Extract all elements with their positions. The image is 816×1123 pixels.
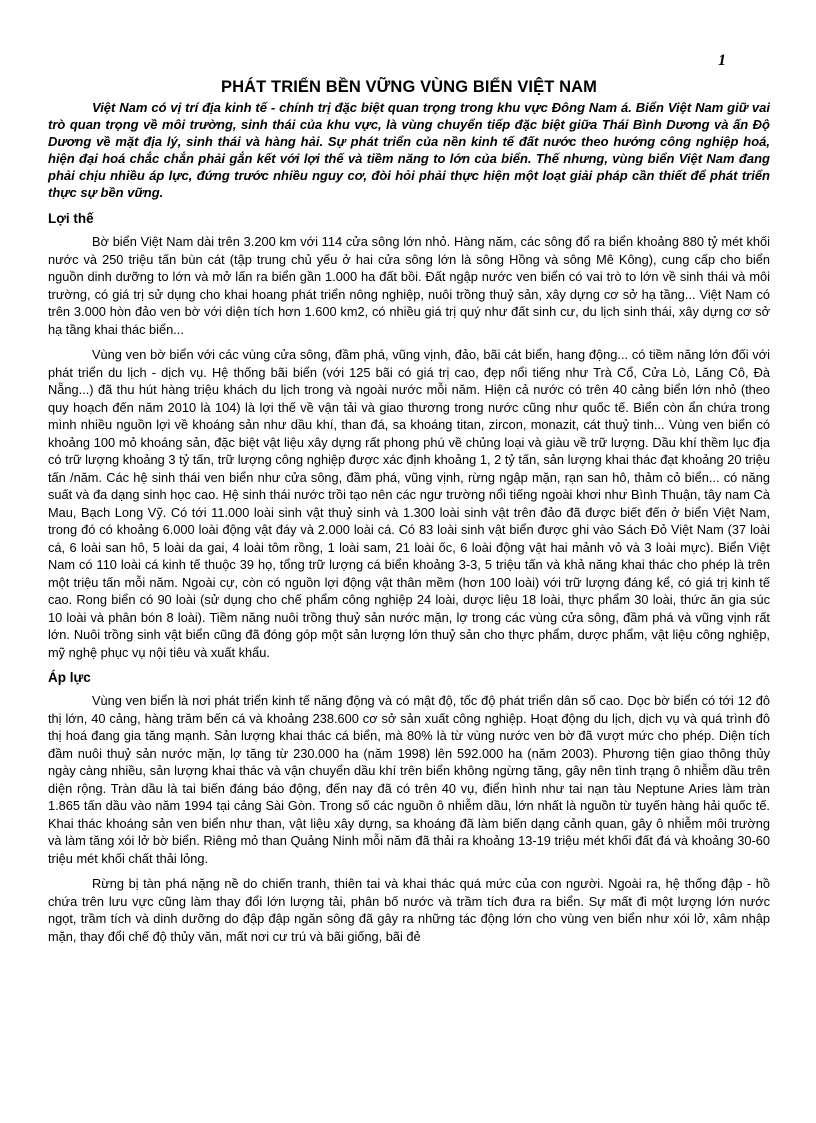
section-heading-advantages: Lợi thế [48, 211, 94, 226]
body-paragraph: Bờ biển Việt Nam dài trên 3.200 km với 114 cửa sông lớn nhỏ. Hàng năm, các sông đổ ra biển khoảng 880 tỷ mét khối nước và 250 triệu tấn bùn cát (tập trung chủ yếu ở hai cửa sông lớn là sông Hồng và sông Mê Kông), cung cấp cho biển nguồn dinh dưỡng to lớn và mở lấn ra biển gần 1.000 ha đất bồi. Đất ngập nước ven biển có vai trò to lớn về sinh thái và môi trường, có giá trị sử dụng cho khai hoang phát triển nông nghiệp, nuôi trồng thuỷ sản, xây dựng cơ sở hạ tầng... Việt Nam có trên 3.000 hòn đảo ven bờ với diện tích hơn 1.600 km2, có nhiều giá trị quý như đất sinh cư, du lịch sinh thái, xây dựng cơ sở hạ tầng khai thác biển... [48, 234, 770, 337]
section-heading-pressures: Áp lực [48, 670, 91, 685]
body-paragraph: Vùng ven biển là nơi phát triển kinh tế năng động và có mật độ, tốc độ phát triển dân số cao. Dọc bờ biển có tới 12 đô thị lớn, 40 cảng, hàng trăm bến cá và khoảng 238.600 cơ sở sản xuất công nghiệp. Hoạt động du lịch, dịch vụ và quá trình đô thị hoá đang gia tăng mạnh. Sản lượng khai thác cá biển, mà 80% là từ vùng nước ven bờ đã vượt mức cho phép. Diện tích đầm nuôi thuỷ sản nước mặn, lợ tăng từ 230.000 ha (năm 1998) lên 592.000 ha (năm 2003). Phương tiện giao thông thủy ngày càng nhiều, sản lượng khai thác và vận chuyển dầu khí trên biển không ngừng tăng, gây nên tình trạng ô nhiễm dầu trên diện rộng. Tràn dầu là tai biến đáng báo động, đến nay đã có trên 40 vụ, điển hình như tai nạn tàu Neptune Aries làm tràn 1.865 tấn dầu vào năm 1994 tại cảng Sài Gòn. Trong số các nguồn ô nhiễm dầu, lớn nhất là nguồn từ tuyến hàng hải quốc tế. Khai thác khoáng sản ven biển như than, vật liệu xây dựng, sa khoáng đã làm biến dạng cảnh quan, gây ô nhiễm môi trường và làm tăng xói lở bờ biển. Riêng mỏ than Quảng Ninh mỗi năm đã thải ra khoảng 13-19 triệu mét khối đất đá và khoảng 30-60 triệu mét khối chất thải lỏng. [48, 693, 770, 866]
document-body [48, 99, 770, 953]
body-paragraph: Rừng bị tàn phá nặng nề do chiến tranh, thiên tai và khai thác quá mức của con người. Ngoài ra, hệ thống đập - hồ chứa trên lưu vực cũng làm thay đổi lớn lượng tải, phân bố nước và trầm tích đưa ra biển. Sự mất đi một lượng lớn nước ngọt, trầm tích và dinh dưỡng do đập đập ngăn sông đã gây ra những tác động lớn cho vùng ven biển như xói lở, xâm nhập mặn, thay đổi chế độ thủy văn, mất nơi cư trú và bãi giống, bãi đẻ [48, 876, 770, 944]
abstract-paragraph: Việt Nam có vị trí địa kinh tế - chính trị đặc biệt quan trọng trong khu vực Đông Nam á. Biển Việt Nam giữ vai trò quan trọng về môi trường, sinh thái của khu vực, là vùng chuyển tiếp đặc biệt giữa Thái Bình Dương và ấn Độ Dương về mặt địa lý, sinh thái và hàng hải. Sự phát triển của nền kinh tế đất nước theo hướng công nghiệp hoá, hiện đại hoá chắc chắn phải gắn kết với lợi thế và tiềm năng to lớn của biển. Thế nhưng, vùng biển Việt Nam đang phải chịu nhiều áp lực, đứng trước nhiều nguy cơ, đòi hỏi phải thực hiện một loạt giải pháp cần thiết để phát triển thực sự bền vững. [48, 100, 770, 200]
body-paragraph: Vùng ven bờ biển với các vùng cửa sông, đầm phá, vũng vịnh, đảo, bãi cát biển, hang động... có tiềm năng lớn đối với phát triển du lịch - dịch vụ. Hệ thống bãi biển (với 125 bãi có giá trị cao, đẹp nổi tiếng như Trà Cổ, Cửa Lò, Lăng Cô, Đà Nẵng...) đã thu hút hàng triệu khách du lịch trong và ngoài nước mỗi năm. Hiện cả nước có trên 40 cảng biển lớn nhỏ (theo quy hoạch đến năm 2010 là 104) là lợi thế về vận tải và giao thương trong nước cũng như quốc tế. Biển còn ẩn chứa trong mình nhiều nguồn lợi về khoáng sản như dầu khí, than đá, sa khoáng titan, zircon, monazit, cát thuỷ tinh... Vùng ven biển có khoảng 100 mỏ khoáng sản, đặc biệt vật liệu xây dựng rất phong phú về chủng loại và giàu về trữ lượng. Dầu khí thềm lục địa có trữ lượng khoảng 3 tỷ tấn, trữ lượng công nghiệp được xác định khoảng 1, 2 tỷ tấn, sản lượng khai thác đạt khoảng 20 triệu tấn /năm. Các hệ sinh thái ven biển như cửa sông, đầm phá, vũng vịnh, rừng ngập mặn, rạn san hô, thảm cỏ biển... có năng suất và đa dạng sinh học cao. Hệ sinh thái nước trồi tạo nên các ngư trường nổi tiếng ngoài khơi như Bình Thuận, tây nam Cà Mau, Bạch Long Vỹ. Có tới 11.000 loài sinh vật thuỷ sinh và 1.300 loài sinh vật trên đảo đã được biết đến ở biển Việt Nam, trong đó có khoảng 6.000 loài động vật đáy và 2.000 loài cá. Có 83 loài sinh vật biển được ghi vào Sách Đỏ Việt Nam (37 loài cá, 6 loài san hô, 5 loài da gai, 4 loài tôm rồng, 1 loài sam, 21 loài ốc, 6 loài động vật hai mảnh vỏ và 3 loài mực). Biển Việt Nam có 110 loài cá kinh tế thuộc 39 họ, tổng trữ lượng cá biển khoảng 3-3, 5 triệu tấn và khả năng khai thác cho phép là trên một triệu tấn mỗi năm. Ngoài cự, còn có nguồn lợi động vật thân mềm (hơn 100 loài) với trữ lượng đáng kể, có giá trị kinh tế cao. Rong biển có 90 loài (sử dụng cho chế phẩm công nghiệp 24 loài, dược liệu 18 loài, thực phẩm 30 loài, thức ăn gia súc 10 loài và phân bón 8 loài). Tiềm năng nuôi trồng thuỷ sản nước mặn, lợ trong các vùng cửa sông, đầm phá và vũng vịnh rất lớn. Nuôi trồng sinh vật biển cũng đã đóng góp một sản lượng lớn thuỷ sản cho thực phẩm, dược phẩm, vật liệu công nghiệp, mỹ nghệ phục vụ nội tiêu và xuất khẩu. [48, 347, 770, 660]
document-title: PHÁT TRIỂN BỀN VỮNG VÙNG BIỂN VIỆT NAM [221, 78, 597, 96]
page-number: 1 [718, 52, 726, 69]
